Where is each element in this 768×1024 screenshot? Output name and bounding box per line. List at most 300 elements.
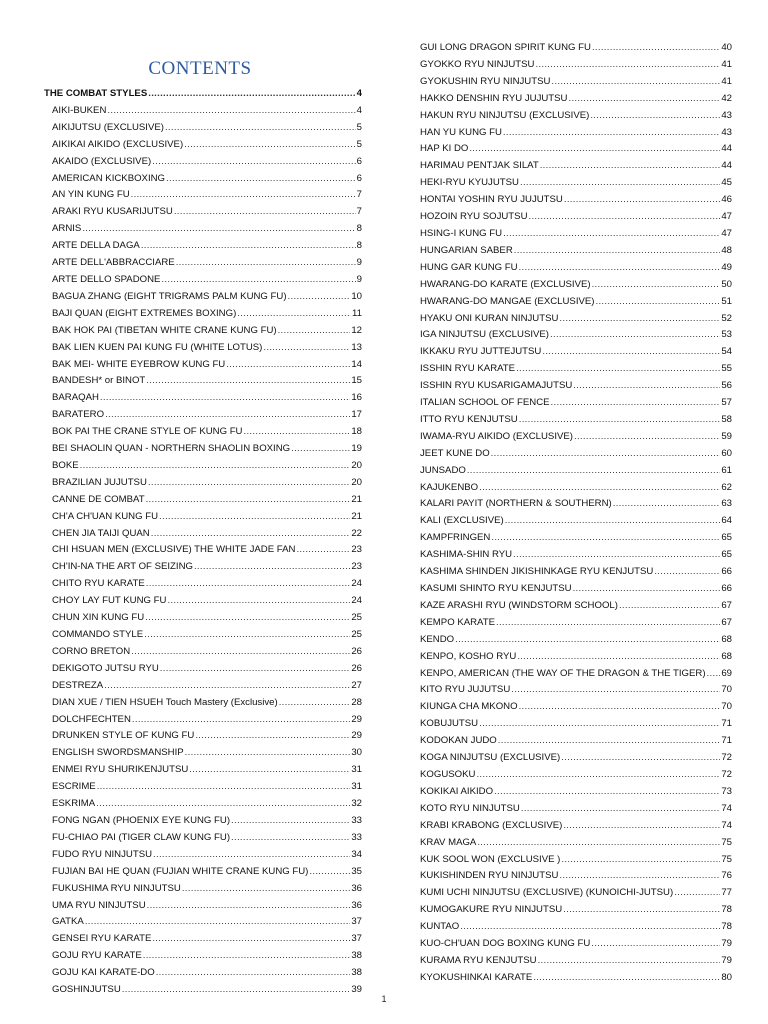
toc-entry-title: IGA NINJUTSU (EXCLUSIVE) [420, 329, 550, 341]
toc-entry[interactable] [420, 91, 732, 108]
dot-leader [533, 970, 720, 987]
dot-leader [479, 480, 720, 497]
dot-leader [296, 542, 350, 559]
toc-entry[interactable] [44, 712, 362, 729]
dot-leader [153, 847, 350, 864]
toc-entry-title: COMMANDO STYLE [52, 629, 144, 640]
dot-leader [551, 395, 721, 412]
dot-leader [505, 513, 721, 530]
toc-entry[interactable] [420, 564, 732, 581]
toc-entry-page: 5 [356, 138, 362, 150]
toc-entry[interactable] [420, 632, 732, 649]
toc-entry[interactable] [44, 120, 362, 137]
dot-leader [550, 327, 720, 344]
toc-entry-title: KENPO, AMERICAN (THE WAY OF THE DRAGON & THE TIGER) [420, 667, 706, 679]
dot-leader [279, 695, 351, 712]
toc-entry-page: 47 [721, 227, 732, 239]
toc-entry-page: 80 [721, 971, 732, 983]
dot-leader [469, 141, 720, 158]
dot-leader [561, 852, 720, 869]
toc-entry[interactable] [420, 344, 732, 361]
toc-entry-title: HEKI-RYU KYUJUTSU [420, 177, 519, 189]
toc-entry-page: 56 [721, 380, 732, 392]
toc-entry-page: 20 [351, 476, 362, 488]
dot-leader [151, 526, 351, 543]
toc-entry-title: KOTO RYU NINJUTSU [420, 802, 520, 814]
toc-entry[interactable] [420, 209, 732, 226]
toc-entry[interactable] [420, 818, 732, 835]
dot-leader [226, 357, 350, 374]
toc-entry-title: GUI LONG DRAGON SPIRIT KUNG FU [420, 42, 591, 53]
toc-entry-page: 29 [351, 713, 362, 725]
toc-entry-page: 14 [351, 358, 362, 370]
dot-leader [156, 965, 351, 982]
toc-entry[interactable] [420, 581, 732, 598]
toc-entry[interactable] [44, 627, 362, 644]
toc-entry-title: AIKIKAI AIKIDO (EXCLUSIVE) [52, 138, 184, 150]
toc-entry[interactable] [420, 74, 732, 91]
dot-leader [494, 784, 720, 801]
toc-entry-page: 48 [721, 244, 732, 256]
dot-leader [291, 441, 350, 458]
dot-leader [159, 509, 350, 526]
toc-entry[interactable] [44, 526, 362, 543]
dot-leader [521, 801, 720, 818]
toc-entry-title: DOLCHFECHTEN [52, 713, 131, 725]
toc-entry-title: KASHIMA SHINDEN JIKISHINKAGE RYU KENJUTSU [420, 566, 654, 578]
dot-leader [467, 463, 720, 480]
toc-entry[interactable] [44, 187, 362, 204]
dot-leader [538, 953, 721, 970]
toc-entry-title: HAP KI DO [420, 143, 469, 155]
toc-entry[interactable] [420, 429, 732, 446]
dot-leader [309, 864, 350, 881]
dot-leader [185, 745, 351, 762]
toc-entry-title: BARAQAH [52, 392, 99, 404]
toc-entry-title: KUK SOOL WON (EXCLUSIVE ) [420, 853, 561, 865]
toc-entry[interactable] [44, 695, 362, 712]
toc-entry-title: KENPO, KOSHO RYU [420, 650, 517, 662]
toc-entry-title: ARNIS [52, 223, 82, 235]
toc-entry[interactable] [420, 598, 732, 615]
toc-entry[interactable] [420, 699, 732, 716]
toc-entry[interactable] [44, 441, 362, 458]
toc-entry-page: 27 [351, 679, 362, 691]
toc-entry[interactable] [420, 885, 732, 902]
dot-leader [96, 796, 350, 813]
toc-entry-title: HUNGARIAN SABER [420, 244, 513, 256]
dot-leader [479, 716, 720, 733]
toc-entry-page: 65 [721, 549, 732, 561]
toc-entry-title: HAKKO DENSHIN RYU JUJUTSU [420, 92, 568, 104]
toc-entry-page: 9 [356, 273, 362, 285]
dot-leader [152, 154, 355, 171]
dot-leader [619, 598, 720, 615]
toc-entry[interactable] [420, 378, 732, 395]
toc-entry-title: AIKI-BUKEN [52, 104, 107, 116]
toc-entry[interactable] [44, 931, 362, 948]
dot-leader [231, 830, 350, 847]
toc-entry-page: 61 [721, 464, 732, 476]
dot-leader [455, 632, 720, 649]
toc-entry[interactable] [44, 745, 362, 762]
toc-entry[interactable] [420, 801, 732, 818]
toc-entry-page: 10 [351, 290, 362, 302]
toc-entry-title: KITO RYU JUJUTSU [420, 684, 511, 696]
toc-entry[interactable] [44, 238, 362, 255]
dot-leader [519, 699, 721, 716]
toc-entry[interactable] [44, 542, 362, 559]
dot-leader [145, 610, 350, 627]
toc-entry[interactable] [420, 666, 732, 683]
toc-entry-page: 7 [356, 189, 362, 201]
toc-entry[interactable] [420, 260, 732, 277]
toc-entry-page: 29 [351, 730, 362, 742]
toc-entry-page: 43 [721, 109, 732, 121]
toc-entry-page: 62 [721, 481, 732, 493]
toc-entry[interactable] [44, 340, 362, 357]
toc-entry[interactable] [420, 919, 732, 936]
toc-entry[interactable] [44, 864, 362, 881]
toc-entry-title: FONG NGAN (PHOENIX EYE KUNG FU) [52, 814, 231, 826]
toc-entry-page: 67 [721, 616, 732, 628]
toc-entry-title: KOGA NINJUTSU (EXCLUSIVE) [420, 752, 561, 764]
toc-entry-title: IWAMA-RYU AIKIDO (EXCLUSIVE) [420, 430, 573, 442]
toc-entry-title: THE COMBAT STYLES [44, 88, 148, 99]
toc-entry[interactable] [44, 898, 362, 915]
toc-entry-page: 28 [351, 696, 362, 708]
dot-leader [613, 496, 721, 513]
toc-entry[interactable] [420, 327, 732, 344]
toc-entry[interactable] [420, 784, 732, 801]
dot-leader [491, 530, 720, 547]
toc-entry-page: 21 [351, 493, 362, 505]
dot-leader [460, 919, 720, 936]
toc-entry-title: GENSEI RYU KARATE [52, 933, 152, 945]
toc-entry[interactable] [420, 446, 732, 463]
toc-entry-page: 25 [351, 612, 362, 624]
toc-entry-page: 41 [721, 75, 732, 87]
toc-entry-page: 74 [721, 819, 732, 831]
toc-entry-page: 63 [721, 498, 732, 510]
dot-leader [146, 492, 351, 509]
toc-entry-title: HSING-I KUNG FU [420, 227, 503, 239]
dot-leader [674, 885, 720, 902]
toc-entry[interactable] [44, 492, 362, 509]
toc-entry[interactable] [44, 255, 362, 272]
toc-entry[interactable] [420, 158, 732, 175]
toc-entry-page: 75 [721, 853, 732, 865]
toc-entry-title: AIKIJUTSU (EXCLUSIVE) [52, 121, 164, 133]
toc-entry[interactable] [420, 970, 732, 987]
toc-entry-page: 13 [351, 341, 362, 353]
toc-entry-title: BRAZILIAN JUJUTSU [52, 476, 147, 488]
dot-leader [592, 277, 721, 294]
toc-entry-title: ENMEI RYU SHURIKENJUTSU [52, 764, 189, 776]
toc-entry[interactable] [420, 395, 732, 412]
dot-leader [590, 108, 720, 125]
toc-entry-title: KUKISHINDEN RYU NINJUTSU [420, 870, 559, 882]
toc-entry[interactable] [44, 948, 362, 965]
toc-entry[interactable] [44, 678, 362, 695]
dot-leader [574, 429, 720, 446]
toc-entry[interactable] [44, 914, 362, 931]
toc-entry-page: 35 [351, 865, 362, 877]
toc-entry-page: 8 [356, 223, 362, 235]
toc-entry-title: BAK MEI- WHITE EYEBROW KUNG FU [52, 358, 226, 370]
dot-leader [513, 547, 720, 564]
dot-leader [573, 378, 720, 395]
toc-entry[interactable] [420, 750, 732, 767]
toc-entry[interactable] [44, 154, 362, 171]
dot-leader [161, 272, 355, 289]
toc-entry-page: 18 [351, 426, 362, 438]
toc-entry[interactable] [420, 496, 732, 513]
toc-entry[interactable] [44, 610, 362, 627]
toc-entry-page: 71 [721, 718, 732, 730]
toc-entry-page: 32 [351, 798, 362, 810]
page-number: 1 [381, 994, 387, 1004]
toc-entry-title: KOKIKAI AIKIDO [420, 785, 494, 797]
toc-entry[interactable] [44, 458, 362, 475]
dot-leader [514, 243, 721, 260]
dot-leader [231, 813, 350, 830]
toc-entry[interactable] [420, 733, 732, 750]
toc-entry-page: 26 [351, 662, 362, 674]
toc-entry-title: AMERICAN KICKBOXING [52, 172, 166, 184]
toc-entry[interactable] [44, 509, 362, 526]
dot-leader [559, 311, 720, 328]
toc-entry-page: 37 [351, 933, 362, 945]
toc-entry-page: 33 [351, 831, 362, 843]
toc-entry-page: 36 [351, 882, 362, 894]
toc-entry[interactable] [44, 593, 362, 610]
toc-entry-page: 66 [721, 566, 732, 578]
toc-entry-page: 72 [721, 768, 732, 780]
toc-entry-page: 31 [351, 764, 362, 776]
toc-entry-page: 70 [721, 701, 732, 713]
toc-entry[interactable] [44, 830, 362, 847]
toc-entry-page: 43 [721, 126, 732, 138]
toc-entry-title: GOJU KAI KARATE-DO [52, 967, 155, 979]
toc-entry[interactable] [44, 221, 362, 238]
toc-entry-page: 64 [721, 515, 732, 527]
dot-leader [263, 340, 350, 357]
toc-entry-page: 25 [351, 629, 362, 640]
toc-entry-page: 72 [721, 752, 732, 764]
toc-entry[interactable] [420, 953, 732, 970]
toc-entry[interactable] [44, 373, 362, 390]
toc-entry[interactable] [44, 762, 362, 779]
toc-entry-title: GATKA [52, 916, 84, 928]
toc-entry[interactable] [44, 390, 362, 407]
toc-entry[interactable] [420, 868, 732, 885]
toc-entry-page: 54 [721, 346, 732, 358]
toc-entry[interactable] [420, 40, 732, 57]
toc-entry-title: GYOKUSHIN RYU NINJUTSU [420, 75, 551, 87]
toc-entry-title: GYOKKO RYU NINJUTSU [420, 58, 535, 70]
toc-entry[interactable] [44, 559, 362, 576]
toc-entry-title: HWARANG-DO KARATE (EXCLUSIVE) [420, 278, 591, 290]
dot-leader [520, 175, 720, 192]
toc-entry-page: 37 [351, 916, 362, 928]
toc-entry[interactable] [44, 576, 362, 593]
toc-entry[interactable] [44, 728, 362, 745]
toc-entry-page: 26 [351, 645, 362, 657]
toc-entry-page: 52 [721, 312, 732, 324]
toc-entry-title: KALI (EXCLUSIVE) [420, 515, 504, 527]
dot-leader [278, 323, 351, 340]
toc-entry[interactable] [420, 615, 732, 632]
toc-entry[interactable] [420, 513, 732, 530]
dot-leader [551, 74, 720, 91]
toc-entry[interactable] [44, 323, 362, 340]
toc-entry[interactable] [420, 192, 732, 209]
toc-entry-title: KOBUJUTSU [420, 718, 479, 730]
toc-entry-page: 76 [721, 870, 732, 882]
dot-leader [147, 898, 351, 915]
toc-entry[interactable] [420, 530, 732, 547]
dot-leader [141, 238, 356, 255]
dot-leader [517, 649, 720, 666]
toc-entry-title: ISSHIN RYU KARATE [420, 363, 516, 375]
toc-entry-page: 46 [721, 194, 732, 206]
toc-entry[interactable] [44, 137, 362, 154]
dot-leader [160, 661, 351, 678]
toc-entry[interactable] [44, 796, 362, 813]
dot-leader [477, 835, 720, 852]
toc-entry-title: FU-CHIAO PAI (TIGER CLAW KUNG FU) [52, 831, 231, 843]
toc-entry-title: CHUN XIN KUNG FU [52, 612, 145, 624]
toc-entry[interactable] [420, 277, 732, 294]
toc-entry[interactable] [420, 936, 732, 953]
toc-entry-title: BAJI QUAN (EIGHT EXTREMES BOXING) [52, 307, 237, 319]
toc-entry-page: 60 [721, 447, 732, 459]
toc-right-column [420, 40, 732, 987]
toc-entry[interactable] [420, 480, 732, 497]
toc-entry-page: 44 [721, 160, 732, 172]
toc-entry-title: KUNTAO [420, 921, 460, 933]
dot-leader [174, 204, 356, 221]
toc-entry[interactable] [44, 881, 362, 898]
toc-entry-page: 15 [351, 375, 362, 387]
toc-entry[interactable] [44, 272, 362, 289]
toc-entry[interactable] [420, 649, 732, 666]
toc-entry[interactable] [420, 294, 732, 311]
toc-entry[interactable] [420, 141, 732, 158]
toc-entry[interactable] [44, 475, 362, 492]
toc-entry[interactable] [420, 108, 732, 125]
toc-entry-page: 5 [356, 121, 362, 133]
toc-entry[interactable] [44, 171, 362, 188]
dot-leader [167, 593, 350, 610]
toc-entry[interactable] [44, 103, 362, 120]
toc-entry-page: 70 [721, 684, 732, 696]
toc-heading[interactable] [44, 86, 362, 103]
dot-leader [564, 192, 720, 209]
dot-leader [165, 120, 356, 137]
toc-entry[interactable] [44, 644, 362, 661]
dot-leader [148, 86, 355, 103]
toc-entry-page: 4 [356, 88, 362, 99]
toc-entry[interactable] [420, 361, 732, 378]
dot-leader [82, 221, 355, 238]
toc-entry[interactable] [420, 716, 732, 733]
toc-entry-title: CORNO BRETON [52, 645, 131, 657]
toc-entry-title: CH'IN-NA THE ART OF SEIZING [52, 561, 193, 573]
toc-entry-page: 68 [721, 650, 732, 662]
dot-leader [563, 818, 720, 835]
toc-entry[interactable] [420, 852, 732, 869]
toc-entry[interactable] [420, 311, 732, 328]
dot-leader [561, 750, 720, 767]
toc-entry-page: 39 [351, 984, 362, 996]
toc-entry[interactable] [420, 175, 732, 192]
dot-leader [491, 446, 721, 463]
dot-leader [592, 40, 720, 57]
toc-entry[interactable] [44, 306, 362, 323]
toc-entry[interactable] [44, 779, 362, 796]
toc-entry-page: 24 [351, 595, 362, 607]
toc-entry[interactable] [420, 835, 732, 852]
toc-entry[interactable] [44, 661, 362, 678]
toc-entry[interactable] [420, 902, 732, 919]
toc-entry-page: 59 [721, 430, 732, 442]
toc-entry-title: CHEN JIA TAIJI QUAN [52, 527, 150, 539]
toc-entry-title: BAK LIEN KUEN PAI KUNG FU (WHITE LOTUS) [52, 341, 263, 353]
toc-entry[interactable] [420, 767, 732, 784]
toc-entry[interactable] [44, 357, 362, 374]
toc-entry[interactable] [420, 547, 732, 564]
toc-entry-page: 42 [721, 92, 732, 104]
dot-leader [516, 361, 720, 378]
toc-entry[interactable] [420, 682, 732, 699]
toc-entry[interactable] [44, 965, 362, 982]
toc-entry[interactable] [44, 204, 362, 221]
dot-leader [288, 289, 351, 306]
toc-entry-title: KASHIMA-SHIN RYU [420, 549, 513, 561]
toc-entry-page: 78 [721, 904, 732, 916]
toc-entry-title: FUDO RYU NINJUTSU [52, 848, 153, 860]
toc-entry-page: 40 [721, 42, 732, 53]
dot-leader [496, 615, 720, 632]
toc-entry[interactable] [44, 407, 362, 424]
toc-entry-title: CHITO RYU KARATE [52, 578, 145, 590]
toc-entry-page: 24 [351, 578, 362, 590]
toc-entry[interactable] [44, 289, 362, 306]
toc-entry[interactable] [420, 57, 732, 74]
dot-leader [195, 728, 350, 745]
toc-entry-title: CANNE DE COMBAT [52, 493, 145, 505]
dot-leader [237, 306, 351, 323]
toc-entry[interactable] [420, 243, 732, 260]
toc-entry-title: ITALIAN SCHOOL OF FENCE [420, 397, 550, 409]
toc-entry[interactable] [44, 813, 362, 830]
toc-entry[interactable] [420, 125, 732, 142]
toc-entry-title: ESCRIME [52, 781, 96, 793]
toc-entry[interactable] [44, 847, 362, 864]
toc-entry[interactable] [420, 226, 732, 243]
toc-entry-page: 4 [356, 104, 362, 116]
toc-entry[interactable] [420, 463, 732, 480]
toc-entry[interactable] [420, 412, 732, 429]
toc-entry[interactable] [44, 424, 362, 441]
dot-leader [573, 581, 721, 598]
dot-leader [105, 407, 350, 424]
toc-entry-page: 69 [721, 667, 732, 679]
dot-leader [100, 390, 350, 407]
dot-leader [176, 255, 356, 272]
